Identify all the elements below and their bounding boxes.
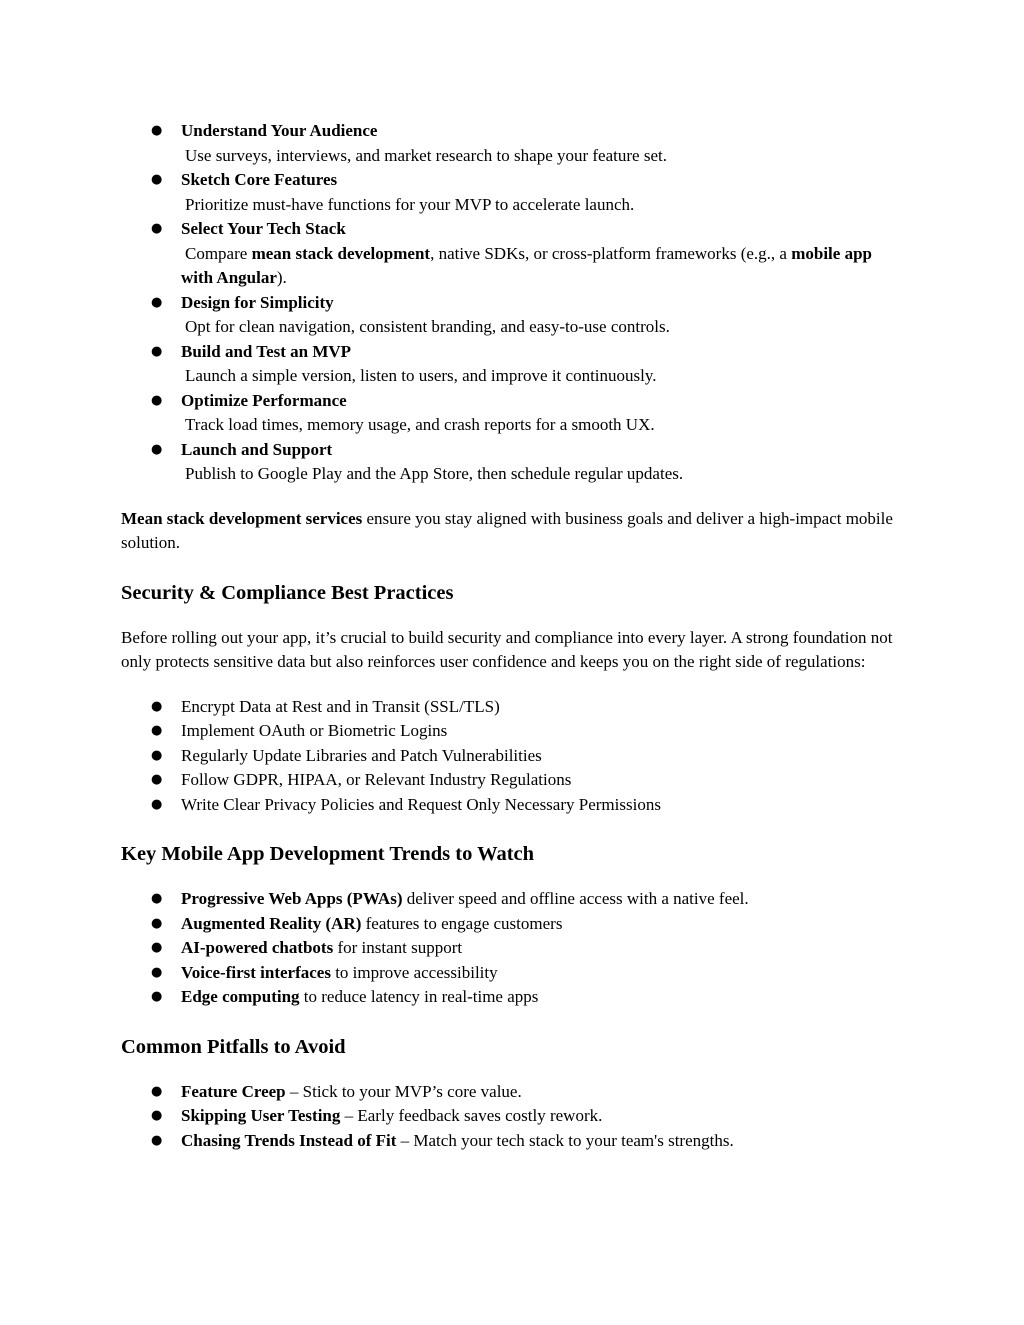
security-item: Write Clear Privacy Policies and Request Only Necessary Permissions <box>181 794 661 814</box>
list-item <box>121 744 906 769</box>
step-title: Select Your Tech Stack <box>181 219 346 238</box>
bullet-icon: ● <box>151 772 163 787</box>
step-description: Launch a simple version, listen to users, and improve it continuously. <box>185 366 657 385</box>
trends-list <box>121 887 906 1010</box>
security-item: Regularly Update Libraries and Patch Vulnerabilities <box>181 745 542 765</box>
list-item <box>121 1080 906 1105</box>
list-item <box>121 695 906 720</box>
list-item <box>121 168 906 217</box>
step-description: Track load times, memory usage, and crash reports for a smooth UX. <box>185 415 655 434</box>
security-list <box>121 695 906 818</box>
trend-text: features to engage customers <box>361 913 563 933</box>
list-item <box>121 119 906 168</box>
list-item <box>121 340 906 389</box>
step-description: Publish to Google Play and the App Store, then schedule regular updates. <box>185 464 684 483</box>
trend-text: deliver speed and offline access with a native feel. <box>402 889 749 908</box>
bullet-icon: ● <box>151 698 163 714</box>
summary-paragraph <box>121 507 906 556</box>
bullet-icon: ● <box>151 172 163 187</box>
pitfall-text: – Match your tech stack to your team's strengths. <box>396 1130 734 1150</box>
document-content <box>121 119 906 1153</box>
step-description: Prioritize must‑have functions for your MVP to accelerate launch. <box>185 194 635 214</box>
list-item <box>121 768 906 793</box>
step-description: Use surveys, interviews, and market research to shape your feature set. <box>185 145 667 165</box>
pitfall-bold-term: Feature Creep <box>181 1081 286 1101</box>
desc-bold-term: mean stack development <box>251 243 431 263</box>
bullet-icon: ● <box>151 1083 163 1099</box>
bullet-icon: ● <box>151 221 163 236</box>
list-item <box>121 793 906 818</box>
bullet-icon: ● <box>151 343 163 359</box>
list-item <box>121 985 906 1010</box>
list-item <box>121 912 906 937</box>
summary-text: ensure you stay aligned with business goals and deliver a high‑impact mobile solution. <box>121 508 893 552</box>
list-item <box>121 936 906 961</box>
pitfalls-list <box>121 1080 906 1154</box>
list-item <box>121 961 906 986</box>
bullet-icon: ● <box>151 964 163 980</box>
pitfall-text: – Early feedback saves costly rework. <box>340 1106 603 1125</box>
step-title: Build and Test an MVP <box>181 341 352 361</box>
trend-bold-term: Voice‑first interfaces <box>181 962 331 982</box>
list-item <box>121 291 906 340</box>
bullet-icon: ● <box>151 723 163 738</box>
step-title: Launch and Support <box>181 439 333 459</box>
bullet-icon: ● <box>151 294 163 310</box>
pitfalls-heading: Common Pitfalls to Avoid <box>121 1035 346 1058</box>
summary-bold-term: Mean stack development services <box>121 508 363 528</box>
steps-list <box>121 119 906 487</box>
trend-text: for instant support <box>333 938 463 957</box>
trend-bold-term: Augmented Reality (AR) <box>181 913 362 933</box>
trends-heading: Key Mobile App Development Trends to Watch <box>121 843 535 865</box>
bullet-icon: ● <box>151 891 163 906</box>
trend-bold-term: Edge computing <box>181 987 300 1006</box>
pitfall-bold-term: Chasing Trends Instead of Fit <box>181 1130 397 1150</box>
bullet-icon: ● <box>151 915 163 931</box>
bullet-icon: ● <box>151 747 163 763</box>
list-item <box>121 1129 906 1154</box>
pitfall-bold-term: Skipping User Testing <box>181 1106 341 1125</box>
trend-bold-term: AI‑powered chatbots <box>181 938 334 957</box>
desc-text: , native SDKs, or cross‑platform frameworks (e.g., a <box>430 243 792 263</box>
security-intro: Before rolling out your app, it’s crucial to build security and compliance into every layer. A strong foundation not only protects sensitive data but also reinforces user confidence and keeps you on the right side of regulations: <box>121 627 893 671</box>
step-title: Design for Simplicity <box>181 292 334 312</box>
desc-bold-term: mobile app with Angular <box>181 243 872 287</box>
bullet-icon: ● <box>151 392 163 408</box>
bullet-icon: ● <box>151 796 163 812</box>
list-item <box>121 389 906 438</box>
desc-text: Compare <box>185 243 252 263</box>
security-heading: Security & Compliance Best Practices <box>121 581 454 604</box>
list-item <box>121 887 906 912</box>
trend-text: to reduce latency in real‑time apps <box>299 987 539 1006</box>
bullet-icon: ● <box>151 1108 163 1123</box>
step-title: Understand Your Audience <box>181 121 378 140</box>
bullet-icon: ● <box>151 1132 163 1148</box>
list-item <box>121 1104 906 1129</box>
bullet-icon: ● <box>151 441 163 457</box>
security-item: Follow GDPR, HIPAA, or Relevant Industry Regulations <box>181 770 572 789</box>
step-title: Optimize Performance <box>181 390 347 410</box>
trend-bold-term: Progressive Web Apps (PWAs) <box>181 889 403 908</box>
pitfall-text: – Stick to your MVP’s core value. <box>285 1081 522 1101</box>
security-item: Implement OAuth or Biometric Logins <box>181 721 448 740</box>
bullet-icon: ● <box>151 123 163 138</box>
list-item <box>121 438 906 487</box>
bullet-icon: ● <box>151 940 163 955</box>
trend-text: to improve accessibility <box>330 962 498 982</box>
step-title: Sketch Core Features <box>181 170 338 189</box>
step-description: Opt for clean navigation, consistent branding, and easy‑to‑use controls. <box>185 317 670 336</box>
list-item <box>121 719 906 744</box>
step-description <box>181 242 906 291</box>
bullet-icon: ● <box>151 989 163 1004</box>
desc-text: ). <box>276 268 287 287</box>
list-item <box>121 217 906 291</box>
security-item: Encrypt Data at Rest and in Transit (SSL/TLS) <box>181 696 500 716</box>
